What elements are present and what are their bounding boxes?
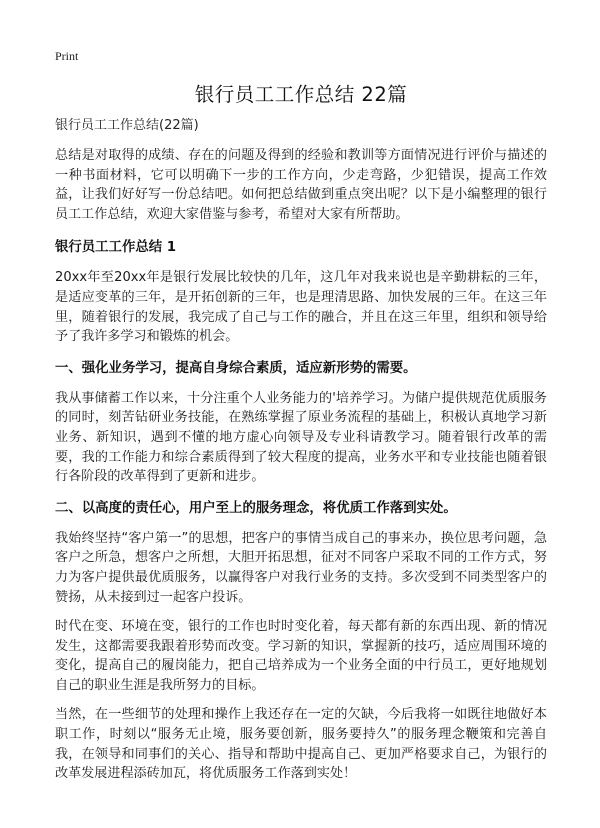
document-page <box>55 46 547 784</box>
point2-paragraph-3: 当然，在一些细节的处理和操作上我还存在一定的欠缺，今后我将一如既往地做好本职工作，时刻以“服务无止境，服务要创新，服务要持久”的服务理念鞭策和完善自我，在领导和同事们的关心、指导和帮助中提高自己、更加严格要求自己，为银行的改革发展进程添砖加瓦，将优质服务工作落到实处！ <box>55 707 547 782</box>
point2-paragraph-2: 时代在变、环境在变，银行的工作也时时变化着，每天都有新的东西出现、新的情况发生，这都需要我跟着形势而改变。学习新的知识，掌握新的技巧，适应周围环境的变化，提高自己的履岗能力，把自己培养成为一个业务全面的中行员工，更好地规划自己的职业生涯是我所努力的目标。 <box>55 619 547 693</box>
point2-paragraph-1: 我始终坚持“客户第一”的思想，把客户的事情当成自己的事来办，换位思考问题，急客户之所急，想客户之所想，大胆开拓思想，征对不同客户采取不同的工作方式，努力为客户提供最优质服务，以赢得客户对我行业务的支持。多次受到不同类型客户的赞扬，从未接到过一起客户投诉。 <box>55 530 547 605</box>
point2-heading: 二、以高度的责任心，用户至上的服务理念，将优质工作落到实处。 <box>55 500 457 516</box>
intro-paragraph: 总结是对取得的成绩、存在的问题及得到的经验和教训等方面情况进行评价与描述的一种书面材料，它可以明确下一步的工作方向，少走弯路，少犯错误，提高工作效益，让我们好好写一份总结吧。如何把总结做到重点突出呢？以下是小编整理的银行员工工作总结，欢迎大家借鉴与参考，希望对大家有所帮助。 <box>55 148 547 222</box>
section-heading-1: 银行员工工作总结 1 <box>55 240 177 256</box>
point1-paragraph: 我从事储蓄工作以来，十分注重个人业务能力的'培养学习。为储户提供规范优质服务的同时，刻苦钻研业务技能，在熟练掌握了原业务流程的基础上，积极认真地学习新业务、新知识，遇到不懂的地方虚心向领导及专业科请教学习。随着银行改革的需要，我的工作能力和综合素质得到了较大程度的提高，业务水平和专业技能也随着银行各阶段的改革得到了更新和进步。 <box>55 390 547 485</box>
point1-heading: 一、强化业务学习，提高自身综合素质，适应新形势的需要。 <box>55 360 417 376</box>
document-subtitle: 银行员工工作总结(22篇) <box>55 118 199 133</box>
page-title: 银行员工工作总结 22篇 <box>194 83 408 106</box>
section1-paragraph: 20xx年至20xx年是银行发展比较快的几年，这几年对我来说也是辛勤耕耘的三年，是适应变革的三年，是开拓创新的三年，也是理清思路、加快发展的三年。在这三年里，随着银行的发展，我完成了自己与工作的融合，并且在这三年里，组织和领导给予了我许多学习和锻炼的机会。 <box>55 270 547 345</box>
print-label: Print <box>55 49 79 63</box>
